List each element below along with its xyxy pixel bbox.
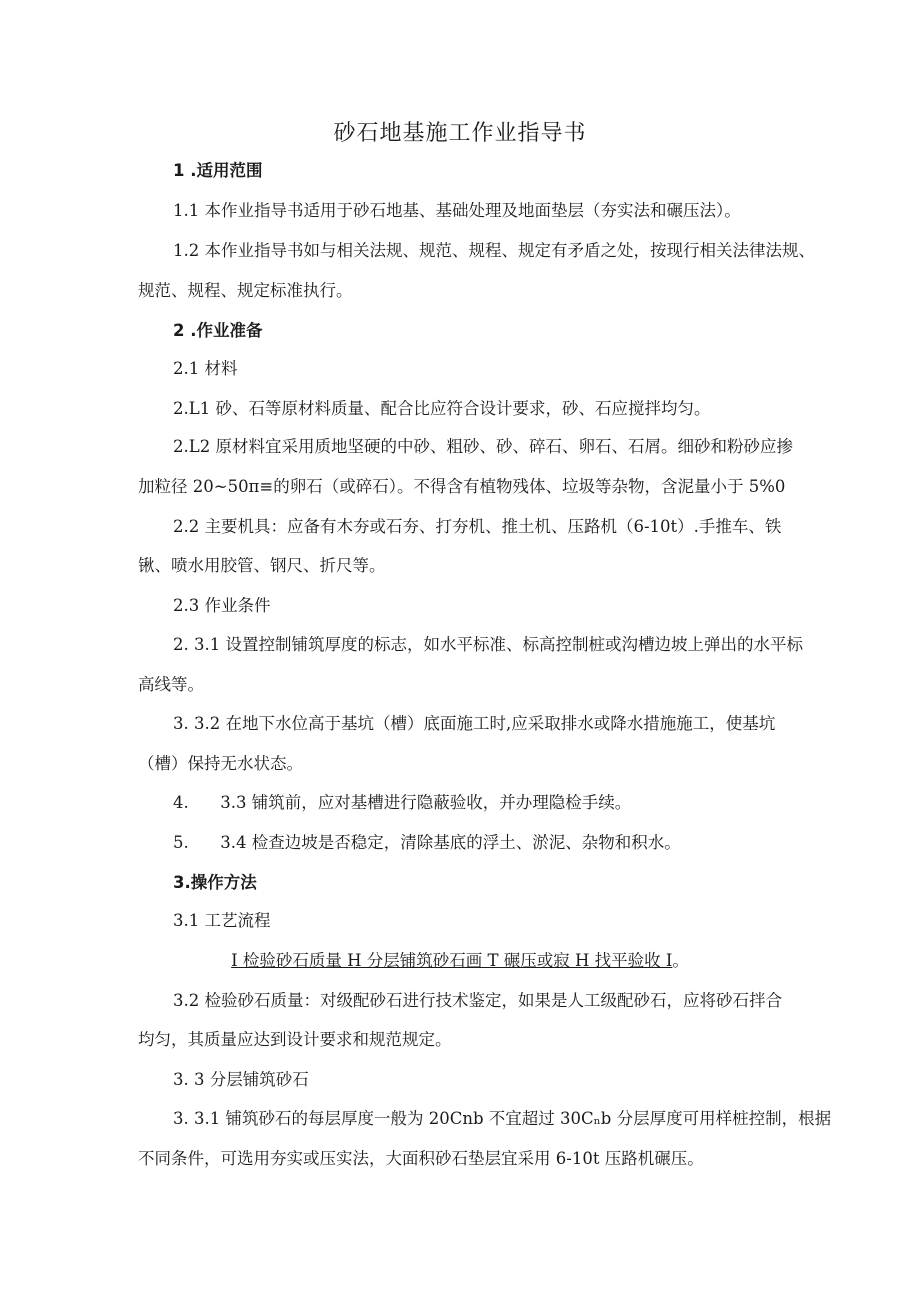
paragraph-3-2-line1: 3.2 检验砂石质量：对级配砂石进行技术鉴定，如果是人工级配砂石，应将砂石拌合 [173,991,782,1010]
process-flow-line [0,950,920,972]
paragraph-2-1-1: 2.L1 砂、石等原材料质量、配合比应符合设计要求，砂、石应搅拌均匀。 [173,399,711,418]
paragraph-1-2-line1: 1.2 本作业指导书如与相关法规、规范、规程、规定有矛盾之处，按现行相关法律法规、 [173,241,815,260]
paragraph-2-2-line1: 2.2 主要机具：应备有木夯或石夯、打夯机、推土机、压路机（6-10t）.手推车、铁 [173,517,782,536]
paragraph-1-2-line2: 规范、规程、规定标准执行。 [138,281,353,300]
paragraph-2-2-line2: 锹、喷水用胶管、钢尺、折尺等。 [138,556,386,575]
paragraph-3-3: 3. 3 分层铺筑砂石 [173,1070,309,1089]
paragraph-3-3-1-line2: 不同条件，可选用夯实或压实法，大面积砂石垫层宜采用 6-10t 压路机碾压。 [138,1149,704,1168]
paragraph-2-1-2-line2: 加粒径 20~50π≡的卵石（或碎石）。不得含有植物残体、垃圾等杂物，含泥量小于 5%0 [138,477,786,496]
paragraph-2-3: 2.3 作业条件 [173,596,271,615]
paragraph-3-2-line2: 均匀，其质量应达到设计要求和规范规定。 [138,1030,452,1049]
paragraph-2-3-3: 4. 3.3 铺筑前，应对基槽进行隐蔽验收，并办理隐检手续。 [173,793,632,812]
paragraph-2-3-1-line2: 高线等。 [138,675,204,694]
document-title: 砂石地基施工作业指导书 [333,121,587,146]
paragraph-2-3-2-line1: 3. 3.2 在地下水位高于基坑（槽）底面施工时,应采取排水或降水措施施工，使基坑 [173,714,776,733]
paragraph-2-3-2-line2: （槽）保持无水状态。 [138,754,303,773]
process-flow-steps: I 检验砂石质量 H 分层铺筑砂石画 T 碾压或寂 H 找平验收 I [231,951,673,970]
paragraph-3-3-1-line1: 3. 3.1 铺筑砂石的每层厚度一般为 20Cnb 不宜超过 30Cₙb 分层厚度可用样桩控制，根据 [173,1109,832,1128]
paragraph-1-1: 1.1 本作业指导书适用于砂石地基、基础处理及地面垫层（夯实法和碾压法）。 [173,201,741,220]
section-heading-1: 1 .适用范围 [173,161,263,180]
paragraph-2-3-4: 5. 3.4 检查边坡是否稳定，清除基底的浮土、淤泥、杂物和积水。 [173,833,681,852]
process-flow-end: 。 [672,951,689,970]
paragraph-2-1: 2.1 材料 [173,359,238,378]
paragraph-2-3-1-line1: 2. 3.1 设置控制铺筑厚度的标志，如水平标准、标高控制桩或沟槽边坡上弹出的水平标 [173,635,803,654]
paragraph-2-1-2-line1: 2.L2 原材料宜采用质地坚硬的中砂、粗砂、砂、碎石、卵石、石屑。细砂和粉砂应掺 [173,437,793,456]
paragraph-3-1: 3.1 工艺流程 [173,911,271,930]
section-heading-2: 2 .作业准备 [173,321,263,340]
section-heading-3: 3.操作方法 [173,873,257,892]
